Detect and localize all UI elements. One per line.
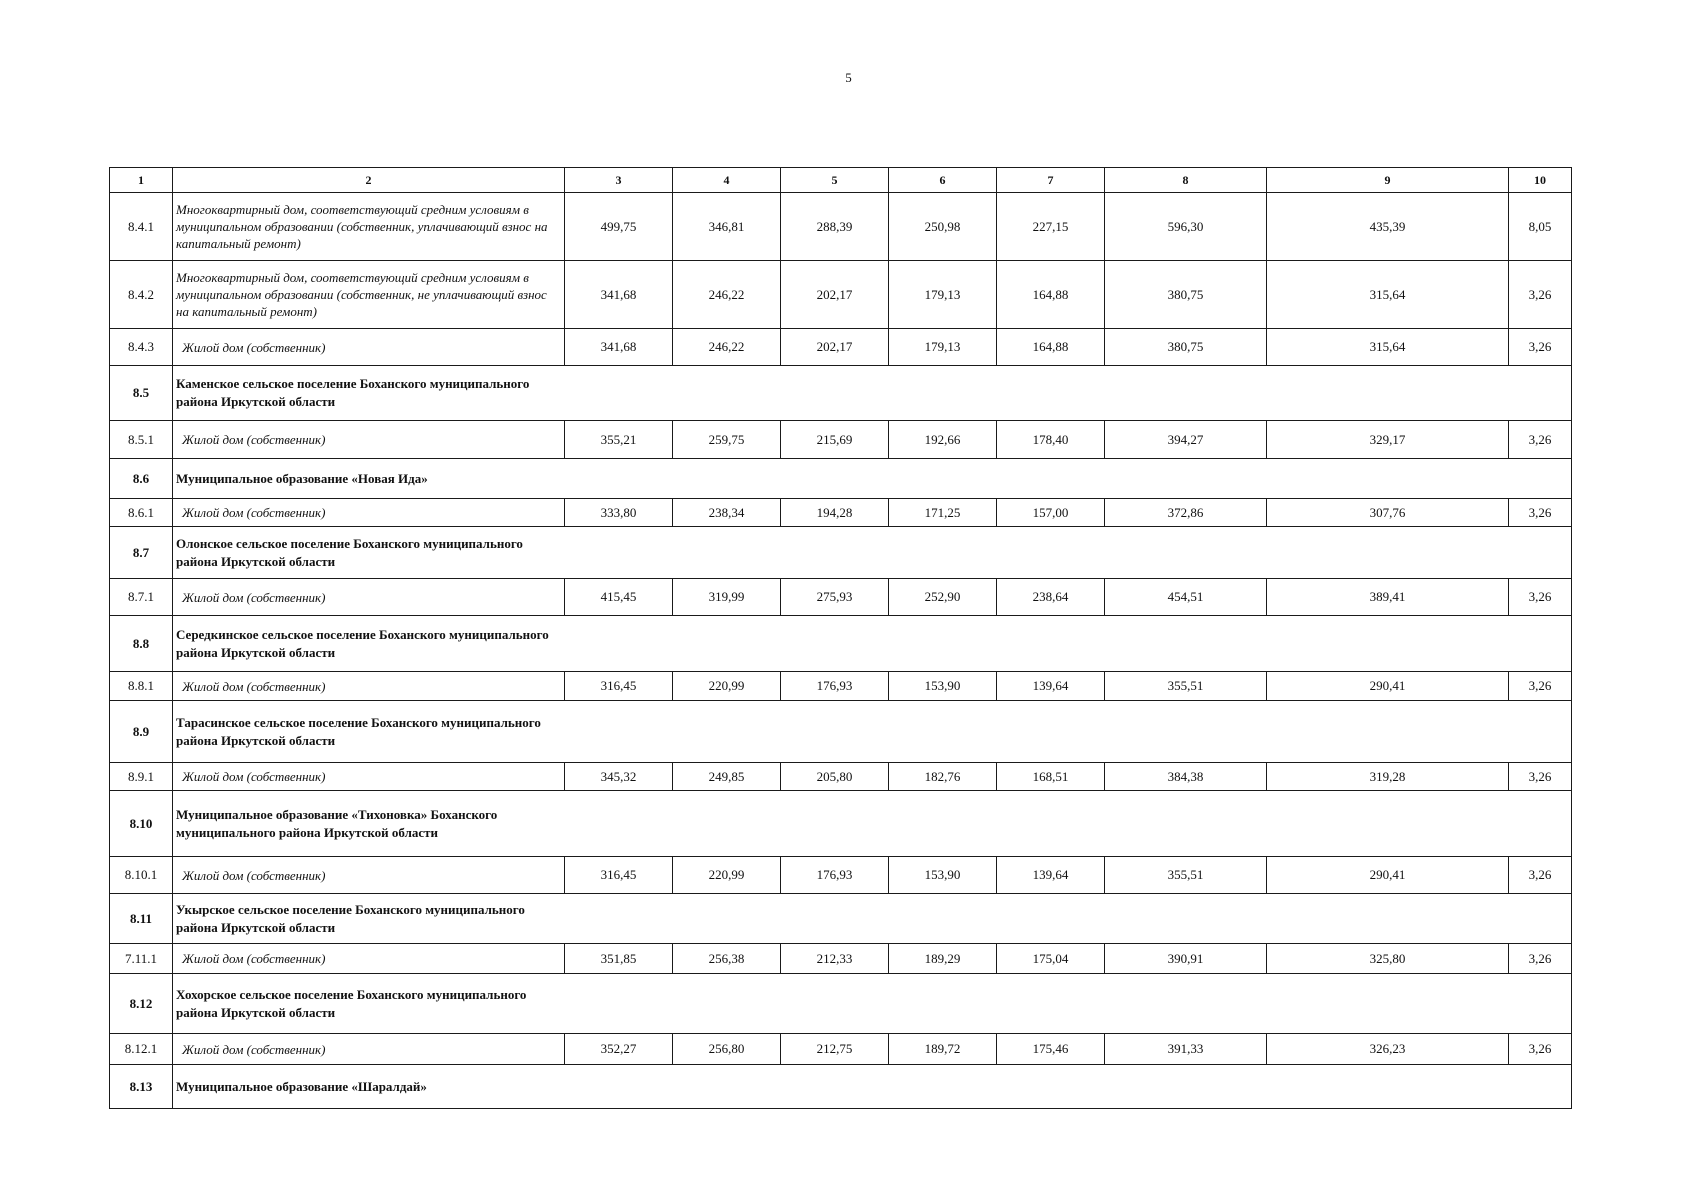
row-value: 319,28 xyxy=(1267,763,1509,791)
row-value: 139,64 xyxy=(997,857,1105,894)
row-value: 189,29 xyxy=(889,944,997,974)
section-code: 8.7 xyxy=(110,527,173,579)
section-row xyxy=(110,616,1572,672)
column-header: 7 xyxy=(997,168,1105,193)
row-value: 256,38 xyxy=(673,944,781,974)
column-header: 6 xyxy=(889,168,997,193)
row-value: 164,88 xyxy=(997,261,1105,329)
row-value: 3,26 xyxy=(1509,329,1572,366)
row-value: 454,51 xyxy=(1105,579,1267,616)
section-title-cell xyxy=(173,791,1572,857)
row-value: 215,69 xyxy=(781,421,889,459)
section-title-cell xyxy=(173,616,1572,672)
row-value: 175,46 xyxy=(997,1034,1105,1065)
row-value: 212,33 xyxy=(781,944,889,974)
row-value: 315,64 xyxy=(1267,261,1509,329)
row-description: Жилой дом (собственник) xyxy=(173,329,565,366)
row-value: 164,88 xyxy=(997,329,1105,366)
row-value: 345,32 xyxy=(565,763,673,791)
row-value: 246,22 xyxy=(673,261,781,329)
section-title: Муниципальное образование «Шаралдай» xyxy=(176,1078,427,1094)
row-value: 249,85 xyxy=(673,763,781,791)
row-code: 8.12.1 xyxy=(110,1034,173,1065)
section-title: Олонское сельское поселение Боханского муниципального района Иркутской области xyxy=(176,535,523,569)
row-value: 205,80 xyxy=(781,763,889,791)
row-value: 415,45 xyxy=(565,579,673,616)
row-value: 139,64 xyxy=(997,672,1105,701)
row-value: 390,91 xyxy=(1105,944,1267,974)
section-code: 8.10 xyxy=(110,791,173,857)
row-value: 333,80 xyxy=(565,499,673,527)
row-value: 384,38 xyxy=(1105,763,1267,791)
section-title-cell xyxy=(173,701,1572,763)
section-code: 8.5 xyxy=(110,366,173,421)
row-value: 355,21 xyxy=(565,421,673,459)
table-row xyxy=(110,944,1572,974)
column-header: 2 xyxy=(173,168,565,193)
column-header: 10 xyxy=(1509,168,1572,193)
row-code: 8.4.1 xyxy=(110,193,173,261)
row-value: 238,64 xyxy=(997,579,1105,616)
section-title: Хохорское сельское поселение Боханского муниципального района Иркутской области xyxy=(176,986,527,1020)
row-value: 178,40 xyxy=(997,421,1105,459)
row-value: 346,81 xyxy=(673,193,781,261)
row-value: 238,34 xyxy=(673,499,781,527)
column-header: 5 xyxy=(781,168,889,193)
row-value: 316,45 xyxy=(565,857,673,894)
row-value: 3,26 xyxy=(1509,857,1572,894)
section-row xyxy=(110,366,1572,421)
row-code: 8.4.2 xyxy=(110,261,173,329)
row-value: 259,75 xyxy=(673,421,781,459)
row-value: 319,99 xyxy=(673,579,781,616)
row-value: 329,17 xyxy=(1267,421,1509,459)
row-value: 192,66 xyxy=(889,421,997,459)
row-value: 307,76 xyxy=(1267,499,1509,527)
row-value: 435,39 xyxy=(1267,193,1509,261)
row-value: 341,68 xyxy=(565,261,673,329)
row-value: 220,99 xyxy=(673,672,781,701)
row-description: Жилой дом (собственник) xyxy=(173,421,565,459)
section-code: 8.6 xyxy=(110,459,173,499)
row-value: 315,64 xyxy=(1267,329,1509,366)
section-code: 8.12 xyxy=(110,974,173,1034)
row-value: 182,76 xyxy=(889,763,997,791)
row-value: 202,17 xyxy=(781,329,889,366)
row-description: Жилой дом (собственник) xyxy=(173,579,565,616)
section-title: Каменское сельское поселение Боханского муниципального района Иркутской области xyxy=(176,376,530,409)
column-header: 1 xyxy=(110,168,173,193)
section-row xyxy=(110,459,1572,499)
section-row xyxy=(110,974,1572,1034)
row-value: 391,33 xyxy=(1105,1034,1267,1065)
section-code: 8.8 xyxy=(110,616,173,672)
row-value: 352,27 xyxy=(565,1034,673,1065)
row-value: 202,17 xyxy=(781,261,889,329)
row-value: 189,72 xyxy=(889,1034,997,1065)
table-row xyxy=(110,672,1572,701)
row-value: 168,51 xyxy=(997,763,1105,791)
column-header: 8 xyxy=(1105,168,1267,193)
row-value: 351,85 xyxy=(565,944,673,974)
section-row xyxy=(110,701,1572,763)
row-value: 179,13 xyxy=(889,261,997,329)
row-value: 3,26 xyxy=(1509,944,1572,974)
section-row xyxy=(110,1065,1572,1109)
table-body xyxy=(110,193,1572,1109)
row-code: 8.6.1 xyxy=(110,499,173,527)
row-value: 288,39 xyxy=(781,193,889,261)
row-code: 8.4.3 xyxy=(110,329,173,366)
section-code: 8.13 xyxy=(110,1065,173,1109)
header-row xyxy=(110,168,1572,193)
section-title-cell xyxy=(173,366,1572,421)
table-row xyxy=(110,193,1572,261)
row-value: 246,22 xyxy=(673,329,781,366)
row-value: 8,05 xyxy=(1509,193,1572,261)
table-row xyxy=(110,857,1572,894)
row-value: 3,26 xyxy=(1509,579,1572,616)
row-value: 157,00 xyxy=(997,499,1105,527)
section-title-cell xyxy=(173,459,1572,499)
row-description: Жилой дом (собственник) xyxy=(173,499,565,527)
table-row xyxy=(110,1034,1572,1065)
section-title-cell xyxy=(173,974,1572,1034)
row-value: 355,51 xyxy=(1105,672,1267,701)
row-value: 153,90 xyxy=(889,672,997,701)
row-value: 250,98 xyxy=(889,193,997,261)
row-value: 256,80 xyxy=(673,1034,781,1065)
row-description: Жилой дом (собственник) xyxy=(173,857,565,894)
section-row xyxy=(110,894,1572,944)
column-header: 3 xyxy=(565,168,673,193)
row-value: 3,26 xyxy=(1509,261,1572,329)
row-description: Жилой дом (собственник) xyxy=(173,944,565,974)
row-code: 7.11.1 xyxy=(110,944,173,974)
row-value: 380,75 xyxy=(1105,261,1267,329)
row-description: Многоквартирный дом, соответствующий средним условиям в муниципальном образовании (собственник, не уплачивающий взнос на капитальный ремонт) xyxy=(173,261,565,329)
row-value: 326,23 xyxy=(1267,1034,1509,1065)
row-value: 220,99 xyxy=(673,857,781,894)
section-title: Тарасинское сельское поселение Боханского муниципального района Иркутской области xyxy=(176,714,541,748)
row-value: 212,75 xyxy=(781,1034,889,1065)
row-value: 316,45 xyxy=(565,672,673,701)
row-value: 290,41 xyxy=(1267,672,1509,701)
row-code: 8.9.1 xyxy=(110,763,173,791)
row-value: 290,41 xyxy=(1267,857,1509,894)
row-value: 171,25 xyxy=(889,499,997,527)
row-value: 176,93 xyxy=(781,672,889,701)
row-description: Многоквартирный дом, соответствующий средним условиям в муниципальном образовании (собственник, уплачивающий взнос на капитальный ремонт) xyxy=(173,193,565,261)
row-description: Жилой дом (собственник) xyxy=(173,763,565,791)
row-value: 194,28 xyxy=(781,499,889,527)
row-value: 3,26 xyxy=(1509,421,1572,459)
section-title: Муниципальное образование «Новая Ида» xyxy=(176,470,428,486)
row-code: 8.10.1 xyxy=(110,857,173,894)
row-value: 176,93 xyxy=(781,857,889,894)
page-number: 5 xyxy=(845,70,852,85)
section-title-cell xyxy=(173,527,1572,579)
row-value: 596,30 xyxy=(1105,193,1267,261)
tariff-table xyxy=(109,167,1572,1109)
section-code: 8.9 xyxy=(110,701,173,763)
row-value: 227,15 xyxy=(997,193,1105,261)
row-value: 175,04 xyxy=(997,944,1105,974)
section-row xyxy=(110,527,1572,579)
table-row xyxy=(110,499,1572,527)
row-value: 499,75 xyxy=(565,193,673,261)
row-description: Жилой дом (собственник) xyxy=(173,1034,565,1065)
section-row xyxy=(110,791,1572,857)
table-row xyxy=(110,421,1572,459)
row-value: 355,51 xyxy=(1105,857,1267,894)
section-title: Укырское сельское поселение Боханского муниципального района Иркутской области xyxy=(176,901,525,935)
table-row xyxy=(110,579,1572,616)
row-value: 179,13 xyxy=(889,329,997,366)
table-row xyxy=(110,329,1572,366)
row-value: 341,68 xyxy=(565,329,673,366)
column-header: 4 xyxy=(673,168,781,193)
section-code: 8.11 xyxy=(110,894,173,944)
section-title: Середкинское сельское поселение Боханского муниципального района Иркутской области xyxy=(176,626,549,660)
section-title-cell xyxy=(173,894,1572,944)
row-code: 8.7.1 xyxy=(110,579,173,616)
row-value: 372,86 xyxy=(1105,499,1267,527)
row-value: 380,75 xyxy=(1105,329,1267,366)
section-title-cell xyxy=(173,1065,1572,1109)
row-value: 3,26 xyxy=(1509,763,1572,791)
row-value: 325,80 xyxy=(1267,944,1509,974)
row-value: 3,26 xyxy=(1509,499,1572,527)
row-value: 275,93 xyxy=(781,579,889,616)
table-row xyxy=(110,763,1572,791)
row-value: 394,27 xyxy=(1105,421,1267,459)
row-value: 389,41 xyxy=(1267,579,1509,616)
row-code: 8.5.1 xyxy=(110,421,173,459)
row-value: 252,90 xyxy=(889,579,997,616)
row-value: 153,90 xyxy=(889,857,997,894)
row-description: Жилой дом (собственник) xyxy=(173,672,565,701)
row-code: 8.8.1 xyxy=(110,672,173,701)
column-header: 9 xyxy=(1267,168,1509,193)
table-row xyxy=(110,261,1572,329)
section-title: Муниципальное образование «Тихоновка» Боханского муниципального района Иркутской области xyxy=(176,806,498,840)
row-value: 3,26 xyxy=(1509,1034,1572,1065)
row-value: 3,26 xyxy=(1509,672,1572,701)
